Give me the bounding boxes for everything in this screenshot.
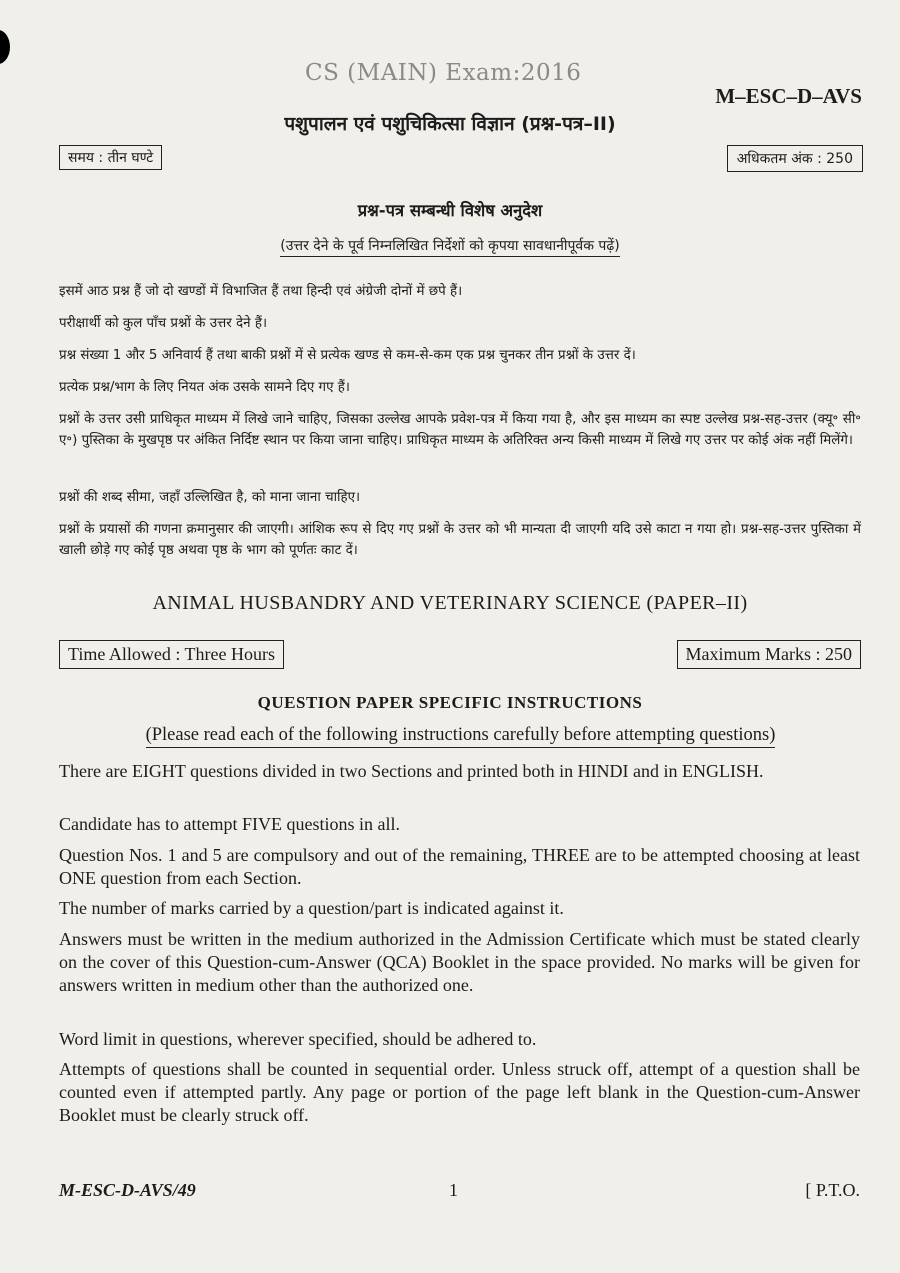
hindi-paragraph: प्रश्नों के प्रयासों की गणना क्रमानुसार की जाएगी। आंशिक रूप से दिए गए प्रश्नों के उत्तर को भी मान्यता दी जाएगी यदि उसे काटा न गया हो। प्रश्न-सह-उत्तर पुस्तिका में खाली छोड़े गए कोई पृष्ठ अथवा पृष्ठ के भाग को पूर्णतः काट दें। — [59, 522, 861, 558]
exam-stamp: CS (MAIN) Exam:2016 — [305, 60, 582, 86]
hindi-instructions-subheading: (उत्तर देने के पूर्व निम्नलिखित निर्देशों को कृपया सावधानीपूर्वक पढ़ें) — [0, 236, 900, 255]
hindi-paragraph: प्रश्न संख्या 1 और 5 अनिवार्य हैं तथा बाकी प्रश्नों में से प्रत्येक खण्ड से कम-से-कम एक प्रश्न चुनकर तीन प्रश्नों के उत्तर दें। — [59, 348, 636, 363]
english-paragraph: Candidate has to attempt FIVE questions in all. — [59, 814, 400, 834]
page-number: 1 — [449, 1180, 458, 1200]
hindi-paragraph: प्रश्नों के उत्तर उसी प्राधिकृत माध्यम में लिखे जाने चाहिए, जिसका उल्लेख आपके प्रवेश-पत्र में किया गया है, और इस माध्यम का स्पष्ट उल्लेख प्रश्न-सह-उत्तर (क्यू॰ सी॰ ए॰) पुस्तिका के मुखपृष्ठ पर अंकित निर्दिष्ट स्थान पर किया जाना चाहिए। प्राधिकृत माध्यम के अतिरिक्त अन्य किसी माध्यम में लिखे गए उत्तर पर कोई अंक नहीं मिलेंगे। — [59, 412, 861, 448]
please-turn-over: [ P.T.O. — [805, 1180, 860, 1200]
english-paragraph: Question Nos. 1 and 5 are compulsory and out of the remaining, THREE are to be attempted choosing at least ONE question from each Section. — [59, 845, 860, 888]
english-paper-title: ANIMAL HUSBANDRY AND VETERINARY SCIENCE (PAPER–II) — [152, 592, 748, 614]
footer-paper-code: M-ESC-D-AVS/49 — [59, 1180, 196, 1200]
hindi-paragraph: परीक्षार्थी को कुल पाँच प्रश्नों के उत्तर देने हैं। — [59, 316, 268, 331]
hindi-instructions-heading: प्रश्न-पत्र सम्बन्धी विशेष अनुदेश — [357, 201, 543, 220]
english-paragraph: Attempts of questions shall be counted in sequential order. Unless struck off, attempt of a question shall be counted even if attempted partly. Any page or portion of the page left blank in the Question-cum-Answer Booklet must be clearly struck off. — [59, 1059, 860, 1125]
paper-code: M–ESC–D–AVS — [715, 84, 862, 108]
hindi-paragraph: इसमें आठ प्रश्न हैं जो दो खण्डों में विभाजित हैं तथा हिन्दी एवं अंग्रेजी दोनों में छपे हैं। — [59, 284, 463, 299]
hindi-paper-title: पशुपालन एवं पशुचिकित्सा विज्ञान (प्रश्न-पत्र–II) — [284, 113, 616, 135]
english-paragraph: Word limit in questions, wherever specified, should be adhered to. — [59, 1029, 537, 1049]
hindi-paragraph: प्रश्नों की शब्द सीमा, जहाँ उल्लिखित है, को माना जाना चाहिए। — [59, 490, 361, 505]
english-paragraph: The number of marks carried by a question/part is indicated against it. — [59, 898, 564, 918]
english-instructions-subheading: (Please read each of the following instructions carefully before attempting questions) — [88, 725, 833, 746]
punch-hole-mark — [0, 30, 10, 64]
english-instructions-heading: QUESTION PAPER SPECIFIC INSTRUCTIONS — [257, 693, 643, 712]
max-marks-english: Maximum Marks : 250 — [677, 640, 862, 669]
hindi-paragraph: प्रत्येक प्रश्न/भाग के लिए नियत अंक उसके सामने दिए गए हैं। — [59, 380, 350, 395]
time-allowed-hindi: समय : तीन घण्टे — [59, 145, 162, 170]
max-marks-hindi: अधिकतम अंक : 250 — [727, 145, 863, 172]
english-paragraph: There are EIGHT questions divided in two Sections and printed both in HINDI and in ENGLISH. — [59, 761, 764, 781]
time-allowed-english: Time Allowed : Three Hours — [59, 640, 284, 669]
english-paragraph: Answers must be written in the medium authorized in the Admission Certificate which must be stated clearly on the cover of this Question-cum-Answer (QCA) Booklet in the space provided. No marks will be given for answers written in medium other than the authorized one. — [59, 929, 860, 995]
